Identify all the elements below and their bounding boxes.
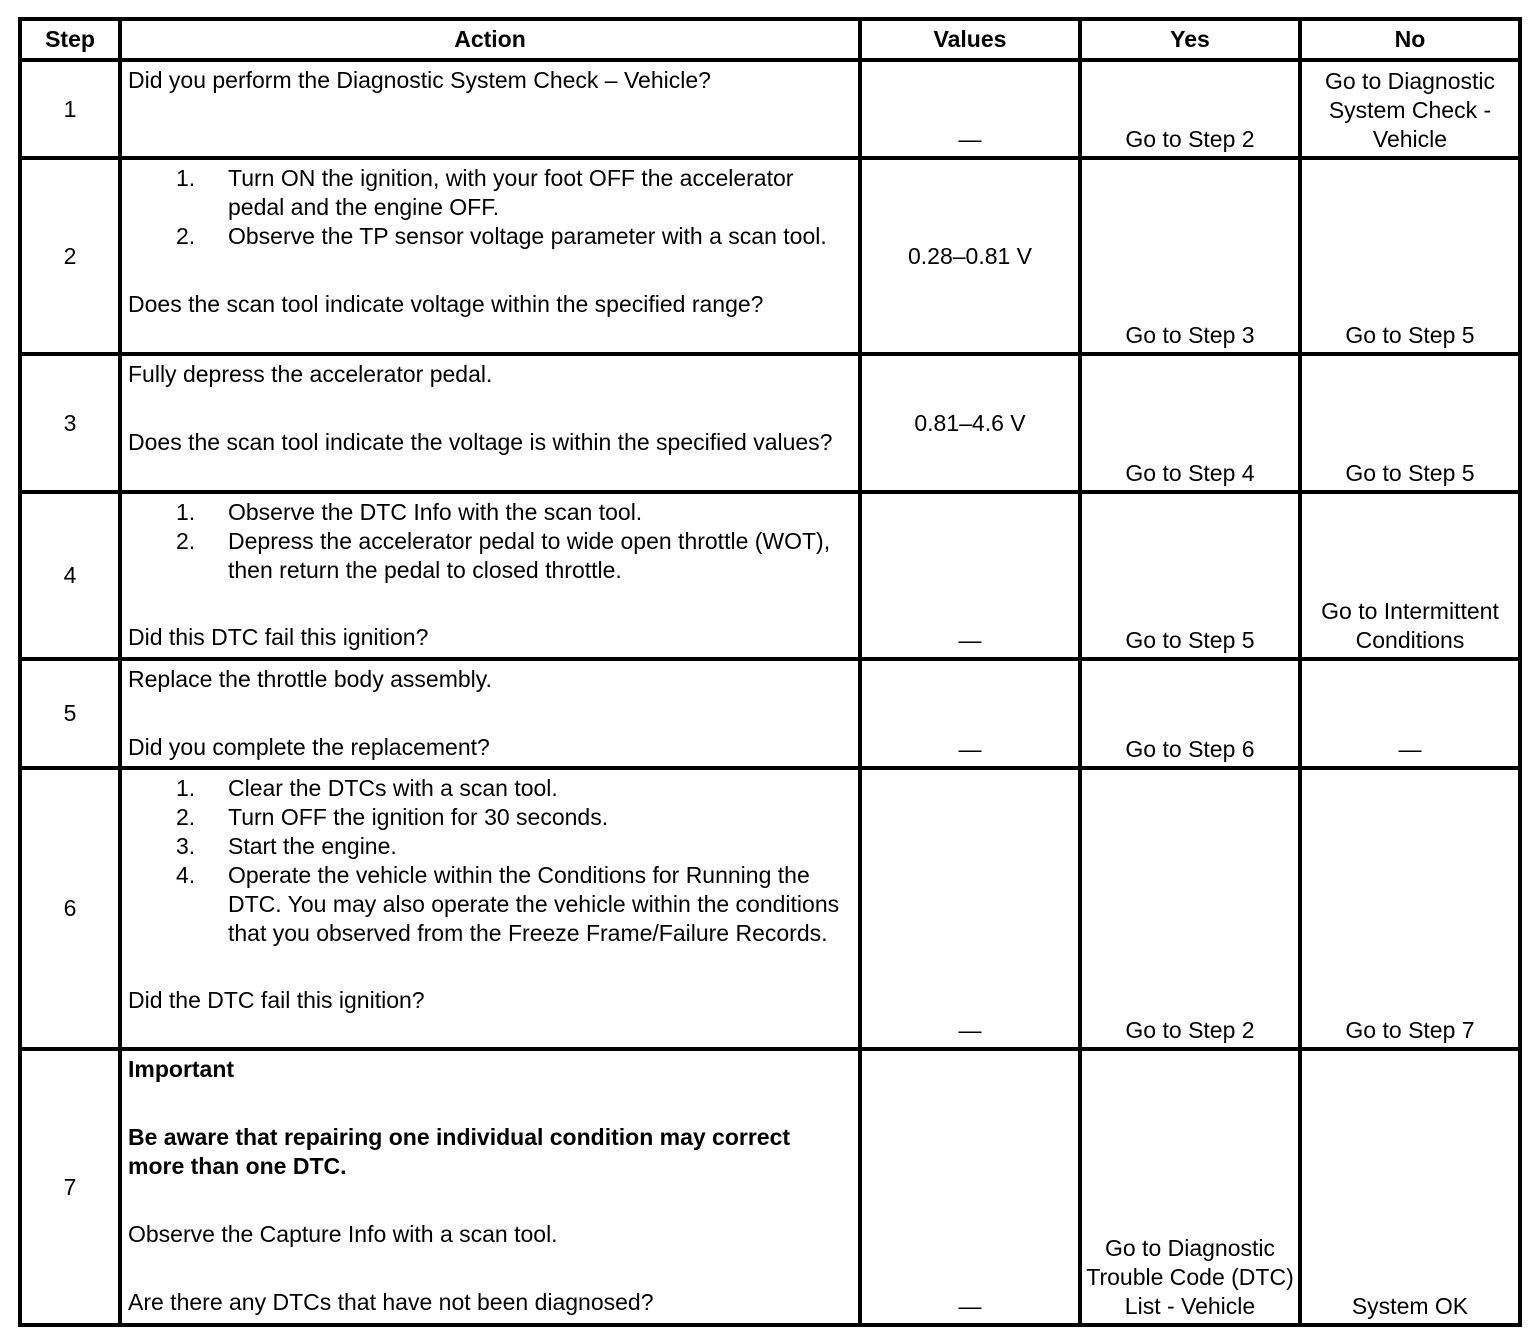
action-question: Does the scan tool indicate the voltage is within the specified values? — [128, 429, 833, 455]
action-step: 1. Observe the DTC Info with the scan tool. — [176, 499, 643, 525]
value-cell: 0.28–0.81 V — [860, 158, 1080, 354]
step-number: 3 — [20, 354, 120, 492]
value-cell: — — [860, 1049, 1080, 1325]
action-cell — [120, 1049, 860, 1325]
diagnostic-table — [18, 17, 1522, 1327]
action-step: 2. Observe the TP sensor voltage parameter with a scan tool. — [176, 223, 827, 249]
action-cell — [120, 354, 860, 492]
action-cell — [120, 492, 860, 659]
yes-cell: Go to Step 2 — [1080, 768, 1300, 1049]
action-step: 2. Turn OFF the ignition for 30 seconds. — [176, 804, 609, 830]
action-cell — [120, 60, 860, 158]
header-values: Values — [860, 19, 1080, 60]
action-step: 3. Start the engine. — [176, 833, 397, 859]
no-cell: Go to Step 5 — [1300, 158, 1520, 354]
yes-cell: Go to Step 5 — [1080, 492, 1300, 659]
action-question: Are there any DTCs that have not been diagnosed? — [128, 1289, 654, 1315]
yes-cell: Go to Diagnostic Trouble Code (DTC) List - Vehicle — [1080, 1049, 1300, 1325]
action-question: Does the scan tool indicate voltage within the specified range? — [128, 291, 764, 317]
action-cell — [120, 158, 860, 354]
value-cell: — — [860, 768, 1080, 1049]
header-yes: Yes — [1080, 19, 1300, 60]
action-question: Did the DTC fail this ignition? — [128, 987, 425, 1013]
table-row — [20, 1049, 1520, 1325]
action-intro: Observe the Capture Info with a scan tool. — [128, 1221, 558, 1247]
table-row — [20, 354, 1520, 492]
action-steps — [128, 774, 852, 948]
table-row — [20, 60, 1520, 158]
step-number: 2 — [20, 158, 120, 354]
header-action: Action — [120, 19, 860, 60]
action-question: Did you perform the Diagnostic System Check – Vehicle? — [128, 67, 711, 93]
step-number: 4 — [20, 492, 120, 659]
action-cell — [120, 659, 860, 768]
header-step: Step — [20, 19, 120, 60]
action-steps — [128, 164, 852, 251]
action-step: 1. Turn ON the ignition, with your foot OFF the accelerator pedal and the engine OFF. — [176, 165, 794, 220]
action-question: Did you complete the replacement? — [128, 734, 490, 760]
table-row — [20, 768, 1520, 1049]
header-no: No — [1300, 19, 1520, 60]
no-cell: Go to Step 5 — [1300, 354, 1520, 492]
yes-cell: Go to Step 4 — [1080, 354, 1300, 492]
step-number: 7 — [20, 1049, 120, 1325]
no-cell: Go to Step 7 — [1300, 768, 1520, 1049]
value-cell: — — [860, 659, 1080, 768]
important-label: Important — [128, 1056, 235, 1082]
table-row — [20, 659, 1520, 768]
no-cell: Go to Intermittent Conditions — [1300, 492, 1520, 659]
yes-cell: Go to Step 2 — [1080, 60, 1300, 158]
action-step: 2. Depress the accelerator pedal to wide open throttle (WOT), then return the pedal to closed throttle. — [176, 528, 831, 583]
yes-cell: Go to Step 3 — [1080, 158, 1300, 354]
action-cell — [120, 768, 860, 1049]
action-question: Did this DTC fail this ignition? — [128, 624, 429, 650]
value-cell: 0.81–4.6 V — [860, 354, 1080, 492]
table-row — [20, 158, 1520, 354]
action-intro: Replace the throttle body assembly. — [128, 666, 492, 692]
action-step: 1. Clear the DTCs with a scan tool. — [176, 775, 558, 801]
action-step: 4. Operate the vehicle within the Conditions for Running the DTC. You may also operate the vehicle within the conditions that you observed from the Freeze Frame/Failure Records. — [176, 862, 840, 946]
no-cell: — — [1300, 659, 1520, 768]
value-cell: — — [860, 60, 1080, 158]
action-steps — [128, 498, 852, 585]
step-number: 6 — [20, 768, 120, 1049]
yes-cell: Go to Step 6 — [1080, 659, 1300, 768]
table-row — [20, 492, 1520, 659]
step-number: 1 — [20, 60, 120, 158]
no-cell: System OK — [1300, 1049, 1520, 1325]
important-text: Be aware that repairing one individual condition may correct more than one DTC. — [128, 1124, 791, 1179]
action-intro: Fully depress the accelerator pedal. — [128, 361, 493, 387]
step-number: 5 — [20, 659, 120, 768]
value-cell: — — [860, 492, 1080, 659]
no-cell: Go to Diagnostic System Check - Vehicle — [1300, 60, 1520, 158]
header-row — [20, 19, 1520, 60]
